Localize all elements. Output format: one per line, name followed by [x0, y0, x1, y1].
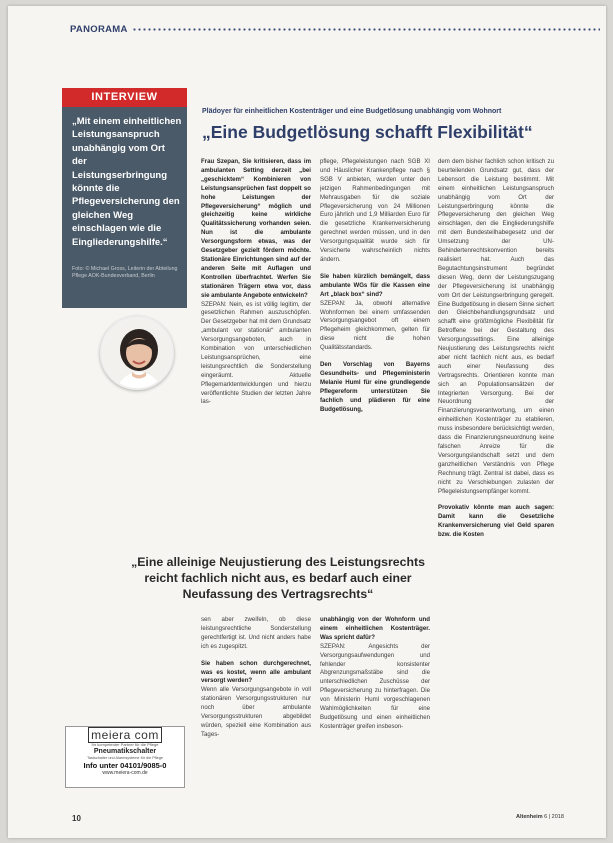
publication-name: Altenheim	[516, 814, 543, 820]
article-headline: „Eine Budgetlösung schafft Flexibilität“	[202, 122, 533, 142]
ad-logo	[66, 729, 184, 742]
paragraph: Wenn alle Versorgungsangebote in voll stationären Versorgungsstrukturen nur noch über ambulante Versorgungsstrukturen abgebildet würden, speziell eine Kombination aus Tages-	[201, 686, 311, 738]
paragraph: Sie haben schon durchgerechnet, was es kostet, wenn alle ambulant versorgt werden?	[201, 659, 311, 685]
portrait-illustration	[102, 318, 174, 390]
page-number: 10	[72, 814, 81, 823]
paragraph: SZEPAN: Nein, es ist völlig legitim, der gesetzlichen Rahmen auszuschöpfen. Der Gesetzgeber hat mit dem Grundsatz „ambulant vor stationär“ ambulanten Versorgungsangeboten, auch in Kombination von unterschiedlichen Leistungsansprüchen, eine leistungsrechtlich die Sonderstellung eingeräumt. Aktuelle Pflegemarktentwicklungen und hierzu veröffentlichte Studien der letzten Jahre las-	[201, 300, 311, 406]
paragraph: Sie haben kürzlich bemängelt, dass ambulante WGs für die Kassen eine Art „black box“ sind?	[320, 272, 430, 298]
paragraph: Frau Szepan, Sie kritisieren, dass im ambulanten Setting derzeit „bei „geschicktem“ Kombinieren von Leistungsansprüchen fast doppelt so hohe Leistungen der Pflegeversicherung“ möglich und gleichzeitig keine wirkliche Qualitätssicherung vorhanden seien. Nun ist die ambulante Versorgungsform etwas, was der Gesetzgeber gezielt fördern möchte. Stationäre Einrichtungen sind auf der anderen Seite mit Auflagen und Kontrollen überfrachtet. Werfen Sie stationären Trägern etwa vor, dass sie ambulante Angebote entwickeln?	[201, 158, 311, 299]
paragraph: Den Vorschlag von Bayerns Gesundheits- und Pflegeministerin Melanie Huml für eine grundlegende Pflegereform unterstützen Sie fachlich und plädieren für eine Budgetlösung,	[320, 361, 430, 413]
text-column-1	[201, 158, 311, 546]
interview-tag: INTERVIEW	[62, 88, 187, 107]
portrait-photo	[100, 316, 174, 390]
ad-url: www.meiera-com.de	[102, 770, 148, 776]
text-column-2	[320, 158, 430, 546]
issue-number: 6 | 2018	[544, 814, 564, 820]
ad-logo-text: meiera com	[88, 727, 162, 743]
paragraph: pflege, Pflegeleistungen nach SGB XI und Häuslicher Krankenpflege nach § SGB V anbieten, wurden unter den jetzigen Rahmenbedingungen mit Mehrausgaben für die soziale Pflegeversicherung von 24 Millionen Euro jährlich und 1,9 Milliarden Euro für die gesetzliche Krankenversicherung gerechnet werden müssen, und in den Versorgungsqualität wurde sich für Versicherte wahrscheinlich nichts ändern.	[320, 158, 430, 263]
ad-phone: Info unter 04101/9085-0	[83, 761, 167, 770]
paragraph: Provokativ könnte man auch sagen: Damit kann die Gesetzliche Krankenversicherung viel Geld sparen bzw. die Kosten	[438, 504, 554, 539]
sidebar-quote: „Mit einem einheitlichen Leistungsanspruch unabhängig vom Ort der Leistungserbringung könnte die Pflegeversicherung den gleichen Weg einschlagen wie die Eingliederungshilfe.“	[72, 116, 182, 248]
ad-title: Pneumatikschalter	[93, 748, 157, 755]
photo-credit: Foto: © Michael Gross, Leiterin der Abteilung Pflege AOK-Bundesverband, Berlin	[72, 266, 178, 279]
section-header	[70, 22, 600, 36]
interview-sidebar	[62, 88, 187, 308]
paragraph: SZEPAN: Angesichts der Versorgungsaufwendungen und fehlender konsistenter Abgrenzungsmaßstäbe sind die unterschiedlichen Zuschüsse der Pflegeversicherung zu hinterfragen. Die von Ministerin Huml vorgeschlagenen Wahlmöglichkeiten für eine Budgetlösung und einen einheitlichen Kostenträger greifen insbeson-	[320, 642, 430, 730]
publication-footer	[516, 814, 564, 820]
dotted-rule	[132, 28, 600, 31]
paragraph: sen aber zweifeln, ob diese leistungsrechtliche Sonderstellung gerechtfertigt ist. Und nicht anders habe ich es zugespitzt.	[201, 616, 311, 650]
paragraph: unabhängig von der Wohnform und einem einheitlichen Kostenträger. Was spricht dafür?	[320, 616, 430, 641]
advertisement	[65, 726, 185, 788]
text-column-3	[438, 158, 554, 788]
text-column-4	[201, 616, 311, 782]
magazine-page	[8, 6, 606, 838]
paragraph: SZEPAN: Ja, obwohl alternative Wohnformen bei einem umfassenden Versorgungsangebot oft einem Pflegeheim gleichkommen, gelten für diese nicht die hohen Qualitätsstandards.	[320, 299, 430, 352]
section-label: PANORAMA	[70, 23, 128, 35]
ad-description: Tastschalter und Alarmsysteme für die Pflege	[87, 756, 163, 760]
article-subhead: Plädoyer für einheitlichen Kostenträger und eine Budgetlösung unabhängig vom Wohnort	[202, 108, 502, 115]
paragraph: dem dem bisher fachlich schon kritisch zu beurteilenden Grundsatz gut, dass der Lebensort die Leistung bestimmt. Mit einem einheitlichen Leistungsanspruch unabhängig vom Ort der Leistungserbringung könnte die Pflegeversicherung den gleichen Weg einschlagen, den die Eingliederungshilfe mit dem Bundesteilhabegesetz und der Umsetzung der UN-Behindertenrechtskonvention bereits realisiert hat. Auch das Begutachtungsinstrument begründet diesen Weg, denn der Leistungszugang der Pflegeversicherung ist unabhängig vom Ort der Leistungserbringung geregelt. Eine Budgetlösung in diesem Sinne sichert den Gleichbehandlungsgrundsatz und schafft eine größtmögliche Flexibilität für Betroffene bei der Gestaltung des Versorgungssettings. Eine alleinige Neujustierung des Leistungsrechts reicht aber nicht fachlich nicht aus, es bedarf auch einer Neufassung des Vertragsrechts. Orientieren konnte man sich an Populationsansätzen der Integrierten Versorgung. Bei der Neuordnung der Finanzierungsverantwortung, um einen einheitlichen Kostenträger zu etablieren, muss insbesondere berücksichtigt werden, dass die Finanzierungsneuordnung keine falschen Anreize für die Versorgungslandschaft setzt und dem ganzheitlichen Verständnis von Pflege Rechnung trägt. Zentral ist dabei, dass es nicht zu Verschiebungen zulasten der Pflegeleistungsempfänger kommt.	[438, 158, 554, 495]
ad-subline: Ihr kompetenter Partner für die Pflege	[91, 742, 159, 747]
text-column-5	[320, 616, 430, 782]
pull-quote: „Eine alleinige Neujustierung des Leistungsrechts reicht fachlich nicht aus, es bedarf auch einer Neufassung des Vertragsrechts“	[131, 555, 425, 601]
